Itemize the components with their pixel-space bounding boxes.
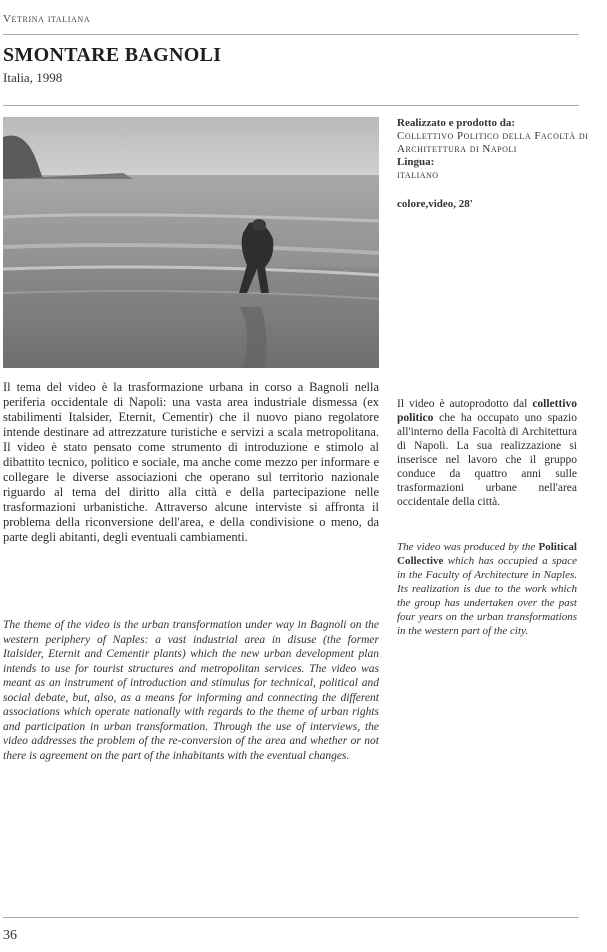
italian-side-note	[397, 397, 577, 509]
english-side-note-collective: Political Collective	[397, 541, 577, 567]
produced-by-label: Realizzato e prodotto da:	[397, 117, 516, 129]
english-description: The theme of the video is the urban transformation under way in Bagnoli on the western periphery of Naples: a vast industrial area in disuse (the former Italsider, Eternit and Cementir plants) which the new urban development plan intends to use for tourist structures and metropolitan services. The video was meant as an instrument of introduction and stimulus for technical, political and social debate, but, also, as a means for informing and connecting the different associations which operate nationally with regards to the theme of urban rights and participation in urban transformation. Through the use of interviews, the video addresses the problem of the re-conversion of the area and whether or not there is agreement on the part of the inhabitants with the eventual changes.	[3, 619, 379, 762]
credits-block	[397, 117, 597, 211]
italian-side-note-collective: collettivo politico	[397, 398, 578, 424]
italian-side-note-end: che ha occupato uno spazio all'interno della Facoltà di Architettura di Napoli. La sua realizzazione si inserisce nel lavoro che il gruppo conduce da quattro anni sulle trasformazioni urbane nell'area occidentale della città.	[397, 412, 578, 508]
language-label: Lingua:	[397, 156, 435, 168]
title-rule	[3, 105, 579, 106]
section-label: Vetrina italiana	[3, 13, 91, 25]
film-still-photo	[3, 117, 379, 368]
page-number: 36	[3, 928, 17, 943]
film-still-person-on-beach-icon	[3, 117, 379, 368]
language-value: italiano	[397, 169, 439, 181]
film-country-year: Italia, 1998	[3, 70, 63, 85]
technical-specs: colore,video, 28'	[397, 198, 473, 210]
italian-description: Il tema del video è la trasformazione urbana in corso a Bagnoli nella periferia occidentale di Napoli: una vasta area industriale dismessa (ex stabilimenti Italsider, Eternit, Cementir) che il nuovo piano regolatore intende destinare ad attrezzature turistiche e servizi a scala metropolitana. Il video è stato pensato come strumento di introduzione e stimolo al dibattito tecnico, politico e sociale, ma anche come mezzo per informare e collegare le diverse associazioni che operano sul territorio nazionale riguardo al tema del diritto alla città e della partecipazione nelle trasformazioni urbanistiche. Attraverso alcune interviste si affronta il problema della riconversione dell'area, e della condivisione o meno, da parte degli abitanti, degli eventuali cambiamenti.	[3, 380, 379, 544]
producer-name: Collettivo Politico della Facoltà di Architettura di Napoli	[397, 130, 589, 155]
english-side-note-start: The video was produced by the	[397, 541, 536, 553]
italian-side-note-start: Il video è autoprodotto dal	[397, 398, 528, 410]
english-side-note	[397, 540, 577, 638]
header-rule	[3, 34, 579, 35]
english-side-note-end: which has occupied a space in the Faculty of Architecture in Naples. Its realization is due to the work which the group has undertaken over the past four years on the urban transformations in the western part of the city.	[397, 555, 578, 637]
footer-rule	[3, 917, 579, 918]
film-title: SMONTARE BAGNOLI	[3, 44, 222, 66]
